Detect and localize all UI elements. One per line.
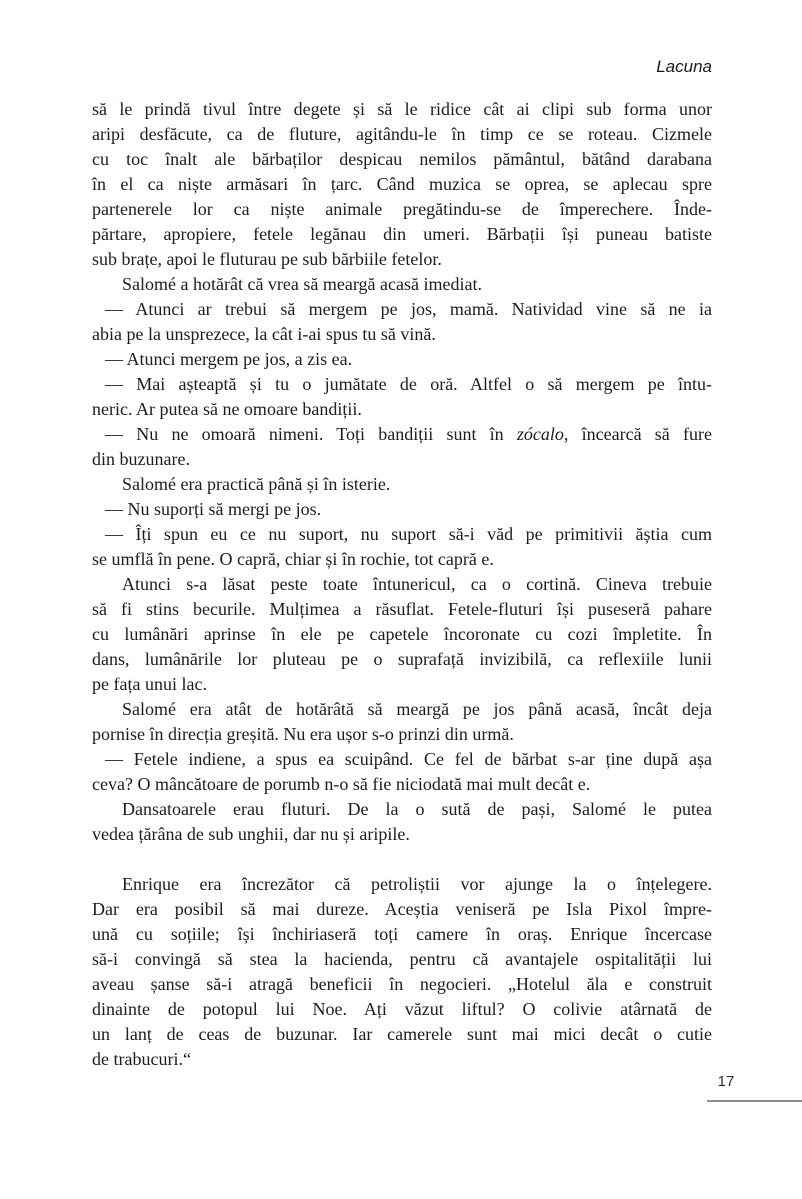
paragraph [92,697,712,747]
text-line: partenerele lor ca niște animale pregătindu-se de împerechere. Înde- [92,199,712,219]
text-line: să fi stins becurile. Mulțimea a răsuflat. Fetele-fluturi își puseseră pahare [92,599,712,619]
text-line: pe fața unui lac. [92,674,207,694]
text-line: aveau șanse să-i atragă beneficii în negocieri. „Hotelul ăla e construit [92,974,712,994]
page-number: 17 [717,1073,735,1090]
paragraph [92,497,712,522]
text-line: se umflă în pene. O capră, chiar și în rochie, tot capră e. [92,549,494,569]
text-line: Salomé era atât de hotărâtă să meargă pe jos până acasă, încât deja [122,699,712,719]
text-line: vedea țărâna de sub unghii, dar nu și aripile. [92,824,410,844]
text-line: — Nu suporți să mergi pe jos. [105,499,322,519]
text-line: Dansatoarele erau fluturi. De la o sută de pași, Salomé le putea [122,799,712,819]
text-line: un lanț de ceas de buzunar. Iar camerele sunt mai mici decât o cutie [92,1024,712,1044]
paragraph [92,272,712,297]
text-line: să le prindă tivul între degete și să le ridice cât ai clipi sub forma unor [92,99,712,119]
text-line: cu lumânări aprinse în ele pe capetele încoronate cu cozi împletite. În [92,624,712,644]
text-line: Enrique era încrezător că petroliștii vor ajunge la o înțelegere. [122,874,712,894]
text-line: în el ca niște armăsari în țarc. Când muzica se oprea, se aplecau spre [92,174,712,194]
text-line: — Atunci ar trebui să mergem pe jos, mamă. Natividad vine să ne ia [105,299,712,319]
text-line: aripi desfăcute, ca de fluture, agitându-le în timp ce se roteau. Cizmele [92,124,712,144]
text-line: din buzunare. [92,449,190,469]
text-line: abia pe la unsprezece, la cât i-ai spus tu să vină. [92,324,436,344]
text-line: dans, lumânările lor pluteau pe o suprafață invizibilă, ca reflexiile lunii [92,649,712,669]
text-line: neric. Ar putea să ne omoare bandiții. [92,399,362,419]
paragraph [92,572,712,697]
paragraph [92,97,712,272]
section-break [92,847,712,872]
text-line: ceva? O mâncătoare de porumb n-o să fie niciodată mai mult decât e. [92,774,591,794]
paragraph [92,522,712,572]
running-header: Lacuna [656,57,712,76]
paragraph [92,372,712,422]
text-line: Dar era posibil să mai dureze. Aceștia veniseră pe Isla Pixol împre- [92,899,712,919]
text-line: Salomé era practică până și în isterie. [122,474,391,494]
footer-rule [707,1100,802,1102]
text-line: pornise în direcția greșită. Nu era ușor s-o prinzi din urmă. [92,724,514,744]
text-line: dinainte de potopul lui Noe. Ați văzut liftul? O colivie atârnată de [92,999,712,1019]
text-line: ună cu soțiile; își închiriaseră toți camere în oraș. Enrique încercase [92,924,712,944]
paragraph [92,747,712,797]
text-line: părtare, apropiere, fetele legănau din umeri. Bărbații își puneau batiste [92,224,712,244]
text-line: — Atunci mergem pe jos, a zis ea. [105,349,353,369]
paragraph [92,872,712,1072]
paragraph [92,422,712,472]
paragraph [92,472,712,497]
text-block [92,97,712,1072]
text-line: Atunci s-a lăsat peste toate întunericul, ca o cortină. Cineva trebuie [122,574,712,594]
text-line: să-i convingă să stea la hacienda, pentru că avantajele ospitalității lui [92,949,712,969]
paragraph [92,297,712,347]
text-line: — Fetele indiene, a spus ea scuipând. Ce fel de bărbat s-ar ține după așa [105,749,712,769]
text-line: cu toc înalt ale bărbaților despicau nemilos pământul, bătând darabana [92,149,712,169]
paragraph [92,797,712,847]
text-line: de trabucuri.“ [92,1049,191,1069]
text-line: Salomé a hotărât că vrea să meargă acasă imediat. [122,274,482,294]
text-line: — Îți spun eu ce nu suport, nu suport să-i văd pe primitivii ăștia cum [105,524,712,544]
text-line: sub brațe, apoi le fluturau pe sub bărbiile fetelor. [92,249,442,269]
text-line: — Nu ne omoară nimeni. Toți bandiții sunt în zócalo, încearcă să fure [105,424,712,444]
paragraph [92,347,712,372]
text-line: — Mai așteaptă și tu o jumătate de oră. Altfel o să mergem pe întu- [105,374,712,394]
